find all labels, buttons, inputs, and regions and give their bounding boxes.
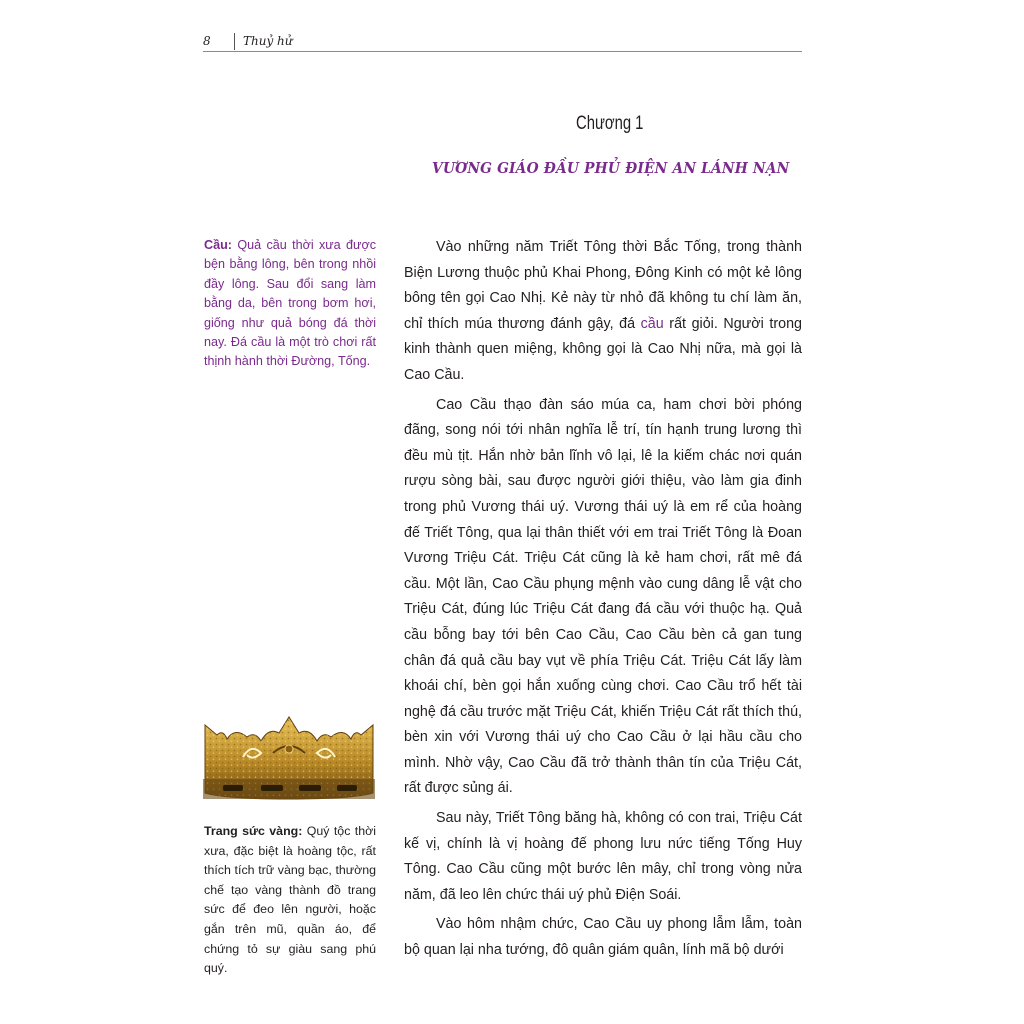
chapter-label: Chương 1 bbox=[576, 113, 644, 134]
sidenote-text: Quả cầu thời xưa được bện bằng lông, bên trong nhồi đầy lông. Sau đổi sang làm bằng da, bên trong bơm hơi, giống như quả bóng đá thời nay. Đá cầu là một trò chơi rất thịnh hành thời Đường, Tống. bbox=[204, 238, 376, 369]
paragraph-3: Sau này, Triết Tông băng hà, không có con trai, Triệu Cát kế vị, chính là vị hoàng đế phong lưu nức tiếng Tống Huy Tông. Cao Cầu cũng một bước lên mây, chỉ trong vòng nửa năm, đã leo lên chức thái uý phủ Điện Soái. bbox=[404, 810, 802, 903]
book-title: Thuỷ hử bbox=[243, 34, 293, 48]
header-separator bbox=[234, 33, 235, 50]
running-header bbox=[203, 32, 802, 52]
chapter-title: VƯƠNG GIÁO ĐẦU PHỦ ĐIỆN AN LÁNH NẠN bbox=[432, 159, 790, 177]
paragraph-4: Vào hôm nhậm chức, Cao Cầu uy phong lẫm lẫm, toàn bộ quan lại nha tướng, đô quân giám quân, lính mã bộ dưới bbox=[404, 916, 802, 959]
header-rule bbox=[203, 51, 802, 52]
paragraph-2: Cao Cầu thạo đàn sáo múa ca, ham chơi bời phóng đãng, song nói tới nhân nghĩa lễ trí, tín hạnh trung lương thì đều mù tịt. Hắn nhờ bản lĩnh vô lại, lê la kiếm chác nơi quán rượu sòng bài, sau được người giới thiệu, vào làm gia đinh trong phủ Vương thái uý. Vương thái uý là em rể của hoàng đế Triết Tông, qua lại thân thiết với em trai Triết Tông là Đoan Vương Triệu Cát. Triệu Cát cũng là kẻ ham chơi, rất mê đá cầu. Một lần, Cao Cầu phụng mệnh vào cung dâng lễ vật cho Triệu Cát, đúng lúc Triệu Cát đang đá cầu với thuộc hạ. Quả cầu bỗng bay tới bên Cao Cầu, Cao Cầu bèn cả gan tung chân đá quả cầu bay vụt về phía Triệu Cát. Triệu Cát lấy làm khoái chí, bèn gọi hắn xuống cùng chơi. Cao Cầu trổ hết tài nghệ đá cầu trước mặt Triệu Cát, khiến Triệu Cát rất thích thú, bèn xin với Vương thái uý cho Cao Cầu ở lại hầu cầu cho mình. Nhờ vậy, Cao Cầu đã trở thành thân tín của Triệu Cát, rất được sủng ái. bbox=[404, 396, 802, 797]
highlighted-term: cầu bbox=[640, 315, 664, 332]
caption-text: Quý tộc thời xưa, đặc biệt là hoàng tộc, rất thích tích trữ vàng bạc, thường chế tạo vàng thành đồ trang sức để đeo lên người, hoặc gắn trên mũ, quần áo, để chứng tỏ sự giàu sang phú quý. bbox=[204, 824, 377, 976]
image-caption bbox=[204, 822, 376, 979]
caption-term: Trang sức vàng: bbox=[204, 824, 303, 838]
sidenote-term: Cầu: bbox=[204, 238, 232, 252]
body-text bbox=[404, 235, 802, 968]
gold-crown-image bbox=[203, 713, 375, 809]
page-number: 8 bbox=[203, 34, 211, 48]
paragraph-1: Vào những năm Triết Tông thời Bắc Tống, trong thành Biện Lương thuộc phủ Khai Phong, Đông Kinh có một kẻ lông bông tên gọi Cao Nhị. Kẻ này từ nhỏ đã không tu chí làm ăn, chỉ thích múa thương đánh gậy, đá cầu rất giỏi. Người trong kinh thành quen miệng, không gọi là Cao Nhị nữa, mà gọi là Cao Cầu. bbox=[404, 239, 802, 383]
sidenote-cau bbox=[204, 236, 376, 372]
